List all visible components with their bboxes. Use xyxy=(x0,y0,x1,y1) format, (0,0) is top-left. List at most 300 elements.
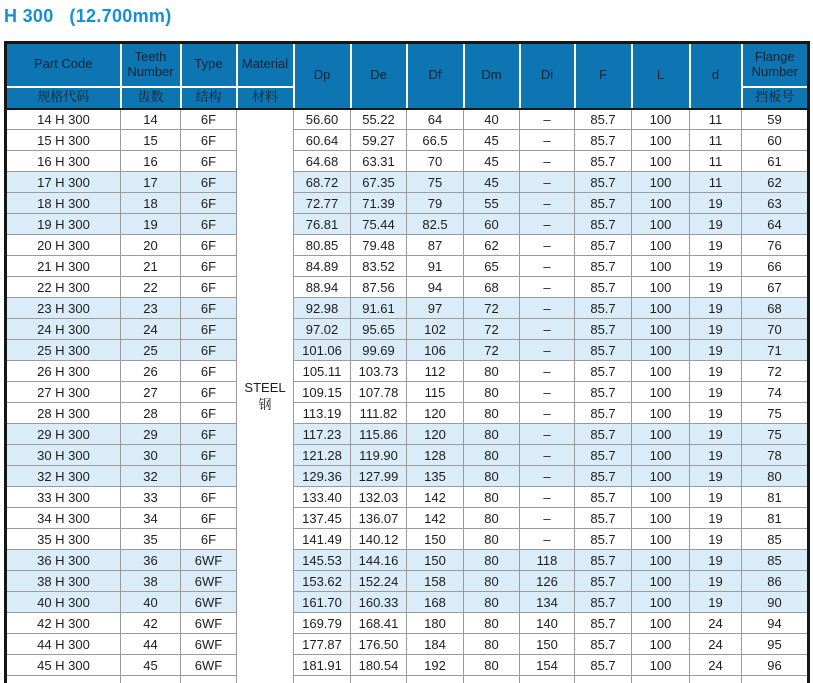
cell-d: 24 xyxy=(690,655,742,676)
cell-df: 87 xyxy=(407,235,464,256)
cell-part-code: 24 H 300 xyxy=(6,319,121,340)
cell-f: 85.7 xyxy=(575,109,632,130)
cell-flange: 96 xyxy=(742,655,809,676)
cell-f: 85.7 xyxy=(575,550,632,571)
cell-dm: 40 xyxy=(464,109,520,130)
table-row xyxy=(6,466,809,487)
cell-df: 79 xyxy=(407,193,464,214)
cell-di: – xyxy=(520,445,575,466)
table-row xyxy=(6,655,809,676)
cell-de: 59.27 xyxy=(351,130,407,151)
cell-d: 11 xyxy=(690,151,742,172)
cell-type: 6WF xyxy=(181,592,237,613)
cell-flange: 72 xyxy=(742,361,809,382)
cell-part-code: 36 H 300 xyxy=(6,550,121,571)
cell-d: 19 xyxy=(690,529,742,550)
table-row xyxy=(6,508,809,529)
cell-dm: 80 xyxy=(464,571,520,592)
cell-dp: 68.72 xyxy=(294,172,351,193)
cell-empty xyxy=(351,676,407,683)
cell-part-code: 35 H 300 xyxy=(6,529,121,550)
cell-df: 91 xyxy=(407,256,464,277)
cell-f: 85.7 xyxy=(575,193,632,214)
cell-d: 19 xyxy=(690,445,742,466)
cell-type: 6F xyxy=(181,319,237,340)
cell-de: 119.90 xyxy=(351,445,407,466)
cell-d: 19 xyxy=(690,403,742,424)
table-row xyxy=(6,445,809,466)
cell-d: 24 xyxy=(690,613,742,634)
cell-df: 97 xyxy=(407,298,464,319)
cell-de: 111.82 xyxy=(351,403,407,424)
cell-d: 19 xyxy=(690,256,742,277)
cell-dp: 141.49 xyxy=(294,529,351,550)
cell-teeth: 44 xyxy=(121,634,181,655)
cell-type: 6F xyxy=(181,508,237,529)
cell-part-code: 29 H 300 xyxy=(6,424,121,445)
cell-flange: 95 xyxy=(742,634,809,655)
cell-l: 100 xyxy=(632,529,690,550)
cell-part-code: 25 H 300 xyxy=(6,340,121,361)
cell-df: 70 xyxy=(407,151,464,172)
cell-l: 100 xyxy=(632,613,690,634)
cell-flange: 85 xyxy=(742,550,809,571)
cell-part-code: 20 H 300 xyxy=(6,235,121,256)
cell-teeth: 33 xyxy=(121,487,181,508)
cell-dp: 177.87 xyxy=(294,634,351,655)
cell-teeth: 29 xyxy=(121,424,181,445)
table-row xyxy=(6,193,809,214)
cell-dm: 80 xyxy=(464,382,520,403)
cell-dm: 80 xyxy=(464,361,520,382)
col-header-type-zh: 结构 xyxy=(181,87,237,109)
cell-de: 55.22 xyxy=(351,109,407,130)
cell-dp: 181.91 xyxy=(294,655,351,676)
cell-d: 19 xyxy=(690,235,742,256)
cell-f: 85.7 xyxy=(575,466,632,487)
cell-dp: 76.81 xyxy=(294,214,351,235)
cell-type: 6F xyxy=(181,466,237,487)
cell-f: 85.7 xyxy=(575,319,632,340)
cell-df: 120 xyxy=(407,424,464,445)
cell-teeth: 26 xyxy=(121,361,181,382)
cell-part-code: 40 H 300 xyxy=(6,592,121,613)
cell-teeth: 20 xyxy=(121,235,181,256)
cell-empty xyxy=(520,676,575,683)
col-header-part-code-en: Part Code xyxy=(6,43,121,87)
cell-type: 6F xyxy=(181,382,237,403)
cell-l: 100 xyxy=(632,319,690,340)
table-row-clipped xyxy=(6,676,809,683)
cell-dm: 72 xyxy=(464,340,520,361)
cell-dp: 92.98 xyxy=(294,298,351,319)
table-row xyxy=(6,235,809,256)
cell-di: 118 xyxy=(520,550,575,571)
cell-flange: 60 xyxy=(742,130,809,151)
material-merged-cell xyxy=(237,109,294,683)
cell-type: 6WF xyxy=(181,655,237,676)
cell-flange: 68 xyxy=(742,298,809,319)
cell-empty xyxy=(575,676,632,683)
cell-part-code: 27 H 300 xyxy=(6,382,121,403)
cell-part-code: 21 H 300 xyxy=(6,256,121,277)
cell-f: 85.7 xyxy=(575,382,632,403)
cell-teeth: 45 xyxy=(121,655,181,676)
cell-l: 100 xyxy=(632,466,690,487)
table-row xyxy=(6,613,809,634)
cell-flange: 94 xyxy=(742,613,809,634)
cell-dp: 105.11 xyxy=(294,361,351,382)
cell-dp: 88.94 xyxy=(294,277,351,298)
cell-teeth: 30 xyxy=(121,445,181,466)
table-row xyxy=(6,529,809,550)
cell-dm: 80 xyxy=(464,550,520,571)
cell-de: 75.44 xyxy=(351,214,407,235)
cell-dm: 72 xyxy=(464,298,520,319)
cell-d: 11 xyxy=(690,109,742,130)
cell-f: 85.7 xyxy=(575,130,632,151)
cell-part-code: 42 H 300 xyxy=(6,613,121,634)
cell-de: 152.24 xyxy=(351,571,407,592)
cell-empty xyxy=(294,676,351,683)
cell-teeth: 21 xyxy=(121,256,181,277)
col-header-de: De xyxy=(351,43,407,109)
cell-df: 82.5 xyxy=(407,214,464,235)
cell-dm: 80 xyxy=(464,487,520,508)
cell-df: 94 xyxy=(407,277,464,298)
cell-di: – xyxy=(520,109,575,130)
cell-flange: 90 xyxy=(742,592,809,613)
col-header-dm: Dm xyxy=(464,43,520,109)
cell-de: 127.99 xyxy=(351,466,407,487)
cell-dm: 80 xyxy=(464,592,520,613)
cell-type: 6WF xyxy=(181,571,237,592)
cell-di: – xyxy=(520,256,575,277)
cell-type: 6F xyxy=(181,445,237,466)
cell-l: 100 xyxy=(632,340,690,361)
cell-di: 154 xyxy=(520,655,575,676)
cell-type: 6F xyxy=(181,151,237,172)
cell-l: 100 xyxy=(632,592,690,613)
col-header-di: Di xyxy=(520,43,575,109)
cell-teeth: 38 xyxy=(121,571,181,592)
cell-type: 6F xyxy=(181,298,237,319)
cell-part-code: 30 H 300 xyxy=(6,445,121,466)
cell-f: 85.7 xyxy=(575,508,632,529)
cell-part-code: 23 H 300 xyxy=(6,298,121,319)
table-row xyxy=(6,109,809,130)
cell-di: – xyxy=(520,403,575,424)
cell-teeth: 36 xyxy=(121,550,181,571)
cell-f: 85.7 xyxy=(575,592,632,613)
table-row xyxy=(6,130,809,151)
cell-flange: 81 xyxy=(742,487,809,508)
cell-df: 142 xyxy=(407,487,464,508)
cell-de: 103.73 xyxy=(351,361,407,382)
table-row xyxy=(6,403,809,424)
table-body xyxy=(6,109,809,683)
cell-empty xyxy=(632,676,690,683)
cell-df: 112 xyxy=(407,361,464,382)
material-value-zh: 钢 xyxy=(258,396,272,412)
table-row xyxy=(6,256,809,277)
cell-flange: 74 xyxy=(742,382,809,403)
cell-part-code: 44 H 300 xyxy=(6,634,121,655)
cell-di: – xyxy=(520,277,575,298)
cell-dp: 84.89 xyxy=(294,256,351,277)
cell-l: 100 xyxy=(632,382,690,403)
cell-teeth: 23 xyxy=(121,298,181,319)
cell-type: 6F xyxy=(181,235,237,256)
cell-dp: 80.85 xyxy=(294,235,351,256)
cell-f: 85.7 xyxy=(575,571,632,592)
cell-di: – xyxy=(520,235,575,256)
cell-d: 19 xyxy=(690,277,742,298)
cell-l: 100 xyxy=(632,634,690,655)
cell-de: 180.54 xyxy=(351,655,407,676)
cell-de: 63.31 xyxy=(351,151,407,172)
cell-d: 19 xyxy=(690,361,742,382)
cell-df: 150 xyxy=(407,550,464,571)
cell-dm: 80 xyxy=(464,466,520,487)
cell-di: – xyxy=(520,340,575,361)
cell-type: 6F xyxy=(181,424,237,445)
cell-de: 115.86 xyxy=(351,424,407,445)
cell-l: 100 xyxy=(632,130,690,151)
cell-dm: 72 xyxy=(464,319,520,340)
cell-de: 67.35 xyxy=(351,172,407,193)
cell-type: 6F xyxy=(181,172,237,193)
cell-flange: 63 xyxy=(742,193,809,214)
table-row xyxy=(6,424,809,445)
cell-type: 6F xyxy=(181,361,237,382)
table-row xyxy=(6,634,809,655)
table-row xyxy=(6,319,809,340)
cell-d: 19 xyxy=(690,340,742,361)
cell-di: – xyxy=(520,172,575,193)
table-row xyxy=(6,340,809,361)
table-row xyxy=(6,592,809,613)
page-title: H 300 (12.700mm) xyxy=(4,6,172,26)
cell-dm: 80 xyxy=(464,445,520,466)
col-header-material-zh: 材料 xyxy=(237,87,294,109)
cell-flange: 67 xyxy=(742,277,809,298)
cell-l: 100 xyxy=(632,151,690,172)
cell-dm: 80 xyxy=(464,613,520,634)
cell-type: 6F xyxy=(181,340,237,361)
cell-part-code: 19 H 300 xyxy=(6,214,121,235)
cell-flange: 70 xyxy=(742,319,809,340)
cell-part-code: 45 H 300 xyxy=(6,655,121,676)
cell-dp: 121.28 xyxy=(294,445,351,466)
col-header-l: L xyxy=(632,43,690,109)
cell-l: 100 xyxy=(632,298,690,319)
cell-part-code: 16 H 300 xyxy=(6,151,121,172)
cell-de: 144.16 xyxy=(351,550,407,571)
cell-flange: 62 xyxy=(742,172,809,193)
cell-d: 19 xyxy=(690,592,742,613)
cell-dp: 113.19 xyxy=(294,403,351,424)
cell-di: – xyxy=(520,487,575,508)
cell-dp: 64.68 xyxy=(294,151,351,172)
cell-l: 100 xyxy=(632,403,690,424)
cell-dp: 169.79 xyxy=(294,613,351,634)
table-row xyxy=(6,382,809,403)
cell-type: 6F xyxy=(181,256,237,277)
cell-d: 11 xyxy=(690,130,742,151)
cell-df: 192 xyxy=(407,655,464,676)
cell-teeth: 35 xyxy=(121,529,181,550)
cell-l: 100 xyxy=(632,508,690,529)
cell-dm: 80 xyxy=(464,634,520,655)
cell-dp: 153.62 xyxy=(294,571,351,592)
cell-flange: 71 xyxy=(742,340,809,361)
cell-di: 140 xyxy=(520,613,575,634)
cell-part-code: 34 H 300 xyxy=(6,508,121,529)
cell-f: 85.7 xyxy=(575,277,632,298)
cell-l: 100 xyxy=(632,256,690,277)
cell-d: 19 xyxy=(690,382,742,403)
cell-flange: 75 xyxy=(742,403,809,424)
cell-teeth: 27 xyxy=(121,382,181,403)
cell-empty xyxy=(6,676,121,683)
cell-f: 85.7 xyxy=(575,361,632,382)
table-row xyxy=(6,550,809,571)
cell-dm: 68 xyxy=(464,277,520,298)
cell-df: 75 xyxy=(407,172,464,193)
cell-teeth: 19 xyxy=(121,214,181,235)
col-header-flange-en: Flange Number xyxy=(742,43,809,87)
cell-d: 24 xyxy=(690,634,742,655)
cell-di: – xyxy=(520,466,575,487)
cell-di: – xyxy=(520,382,575,403)
col-header-type-en: Type xyxy=(181,43,237,87)
cell-type: 6WF xyxy=(181,613,237,634)
cell-dm: 80 xyxy=(464,424,520,445)
col-header-material-en: Material xyxy=(237,43,294,87)
cell-teeth: 18 xyxy=(121,193,181,214)
cell-teeth: 15 xyxy=(121,130,181,151)
cell-teeth: 14 xyxy=(121,109,181,130)
cell-flange: 80 xyxy=(742,466,809,487)
cell-de: 91.61 xyxy=(351,298,407,319)
cell-df: 115 xyxy=(407,382,464,403)
table-row xyxy=(6,214,809,235)
table-row xyxy=(6,277,809,298)
cell-di: 126 xyxy=(520,571,575,592)
cell-empty xyxy=(464,676,520,683)
cell-teeth: 22 xyxy=(121,277,181,298)
material-value-en: STEEL xyxy=(244,379,286,395)
table-row xyxy=(6,571,809,592)
cell-part-code: 17 H 300 xyxy=(6,172,121,193)
cell-dp: 56.60 xyxy=(294,109,351,130)
cell-f: 85.7 xyxy=(575,529,632,550)
cell-de: 140.12 xyxy=(351,529,407,550)
cell-part-code: 18 H 300 xyxy=(6,193,121,214)
cell-dp: 137.45 xyxy=(294,508,351,529)
cell-dm: 80 xyxy=(464,403,520,424)
cell-l: 100 xyxy=(632,487,690,508)
cell-l: 100 xyxy=(632,214,690,235)
cell-type: 6F xyxy=(181,109,237,130)
cell-dm: 45 xyxy=(464,151,520,172)
col-header-teeth-en: Teeth Number xyxy=(121,43,181,87)
col-header-part-code-zh: 规格代码 xyxy=(6,87,121,109)
cell-f: 85.7 xyxy=(575,214,632,235)
cell-part-code: 22 H 300 xyxy=(6,277,121,298)
cell-de: 99.69 xyxy=(351,340,407,361)
cell-f: 85.7 xyxy=(575,151,632,172)
cell-dm: 55 xyxy=(464,193,520,214)
cell-teeth: 16 xyxy=(121,151,181,172)
table-row xyxy=(6,361,809,382)
table-row xyxy=(6,298,809,319)
cell-d: 19 xyxy=(690,193,742,214)
cell-empty xyxy=(407,676,464,683)
cell-type: 6F xyxy=(181,193,237,214)
cell-teeth: 25 xyxy=(121,340,181,361)
cell-di: – xyxy=(520,193,575,214)
cell-de: 107.78 xyxy=(351,382,407,403)
cell-dm: 80 xyxy=(464,529,520,550)
cell-part-code: 14 H 300 xyxy=(6,109,121,130)
cell-df: 128 xyxy=(407,445,464,466)
cell-d: 19 xyxy=(690,424,742,445)
cell-l: 100 xyxy=(632,445,690,466)
cell-type: 6F xyxy=(181,529,237,550)
cell-dm: 80 xyxy=(464,508,520,529)
cell-dp: 109.15 xyxy=(294,382,351,403)
cell-dm: 62 xyxy=(464,235,520,256)
cell-df: 120 xyxy=(407,403,464,424)
cell-type: 6F xyxy=(181,130,237,151)
cell-di: – xyxy=(520,214,575,235)
cell-dp: 72.77 xyxy=(294,193,351,214)
cell-di: – xyxy=(520,151,575,172)
cell-d: 19 xyxy=(690,571,742,592)
cell-di: – xyxy=(520,529,575,550)
cell-f: 85.7 xyxy=(575,424,632,445)
cell-dp: 129.36 xyxy=(294,466,351,487)
cell-di: 150 xyxy=(520,634,575,655)
cell-type: 6F xyxy=(181,277,237,298)
cell-f: 85.7 xyxy=(575,298,632,319)
cell-d: 19 xyxy=(690,298,742,319)
cell-di: 134 xyxy=(520,592,575,613)
cell-df: 150 xyxy=(407,529,464,550)
cell-de: 160.33 xyxy=(351,592,407,613)
cell-di: – xyxy=(520,319,575,340)
cell-type: 6WF xyxy=(181,550,237,571)
cell-l: 100 xyxy=(632,172,690,193)
cell-de: 71.39 xyxy=(351,193,407,214)
cell-l: 100 xyxy=(632,550,690,571)
cell-d: 19 xyxy=(690,214,742,235)
cell-dm: 80 xyxy=(464,655,520,676)
cell-dp: 133.40 xyxy=(294,487,351,508)
col-header-flange-zh: 挡板号 xyxy=(742,87,809,109)
cell-flange: 61 xyxy=(742,151,809,172)
cell-l: 100 xyxy=(632,361,690,382)
cell-teeth: 28 xyxy=(121,403,181,424)
col-header-dp: Dp xyxy=(294,43,351,109)
cell-f: 85.7 xyxy=(575,613,632,634)
cell-type: 6F xyxy=(181,403,237,424)
cell-l: 100 xyxy=(632,193,690,214)
cell-dm: 60 xyxy=(464,214,520,235)
cell-type: 6F xyxy=(181,487,237,508)
